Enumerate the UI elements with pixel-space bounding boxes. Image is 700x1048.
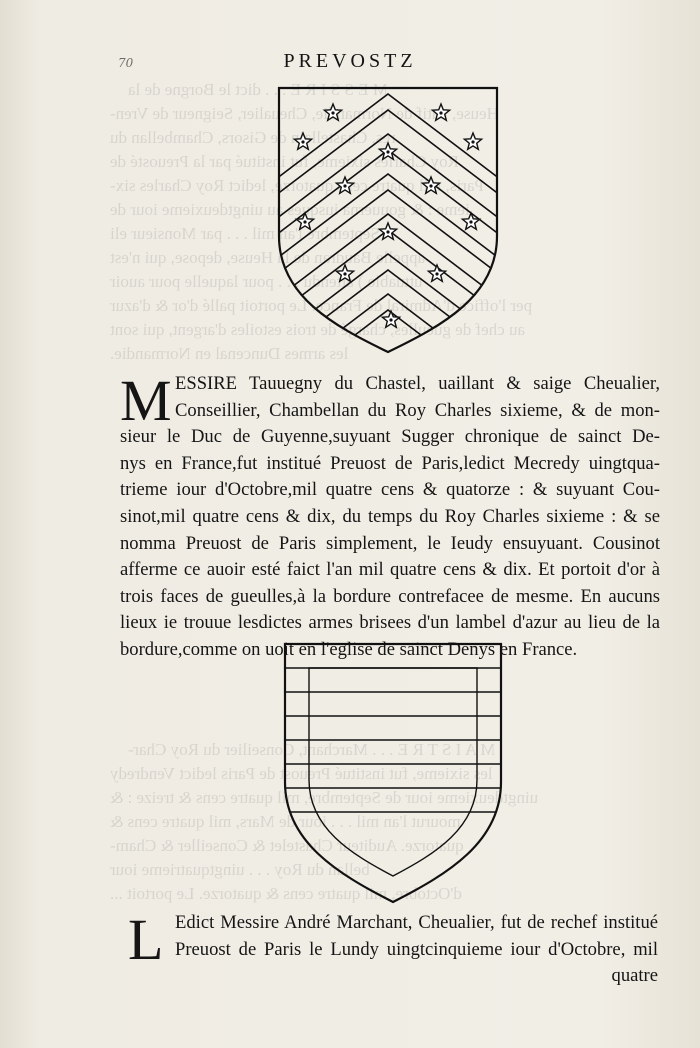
text-line: trieme iour d'Octobre,mil quatre cens & quatorze : & suyuant Cou- <box>120 479 660 501</box>
drop-cap-l: L <box>128 907 164 972</box>
text-line: sinot,mil quatre cens & dix, du temps du Roy Charles sixieme : & se <box>120 505 660 527</box>
coat-of-arms-chevrons-icon <box>277 86 499 356</box>
folio-number: 70 <box>118 56 134 70</box>
entry-paragraph-2 <box>175 910 658 990</box>
text-line: Preuost de Paris le Lundy uingtcinquieme iour d'Octobre, mil <box>175 938 658 960</box>
entry-paragraph-1 <box>120 371 660 664</box>
running-title: PREVOSTZ <box>283 50 417 72</box>
text-line: afferme ce auoir esté faict l'an mil quatre cens & dix. Et portoit d'or à <box>120 559 660 581</box>
text-line: sieur le Duc de Guyenne,suyuant Sugger chronique de sainct De- <box>120 426 660 448</box>
drop-cap-m: M <box>120 368 172 433</box>
catchword: quatre <box>611 965 658 987</box>
text-line: Edict Messire André Marchant, Cheualier, fut de rechef institué <box>175 912 658 933</box>
coat-of-arms-fesses-icon <box>283 642 505 906</box>
text-line: bordure,comme on uoit en l'eglise de sainct Denys en France. <box>120 638 578 660</box>
text-line: ESSIRE Tauuegny du Chastel, uaillant & saige Cheualier, <box>175 373 660 394</box>
text-line: nys en France,fut institué Preuost de Paris,ledict Mecredy uingtqua- <box>120 452 660 474</box>
text-line: nomma Preuost de Paris simplement, le Ieudy ensuyuant. Cousinot <box>120 532 660 554</box>
text-line: trois faces de gueulles,à la bordure contrefacee de mesme. En aucuns <box>120 585 660 607</box>
text-line: lieux ie trouue lesdictes armes brisees d'un lambel d'azur au lieu de la <box>120 612 660 634</box>
text-line: Conseillier, Chambellan du Roy Charles sixieme, & de mon- <box>175 399 660 421</box>
